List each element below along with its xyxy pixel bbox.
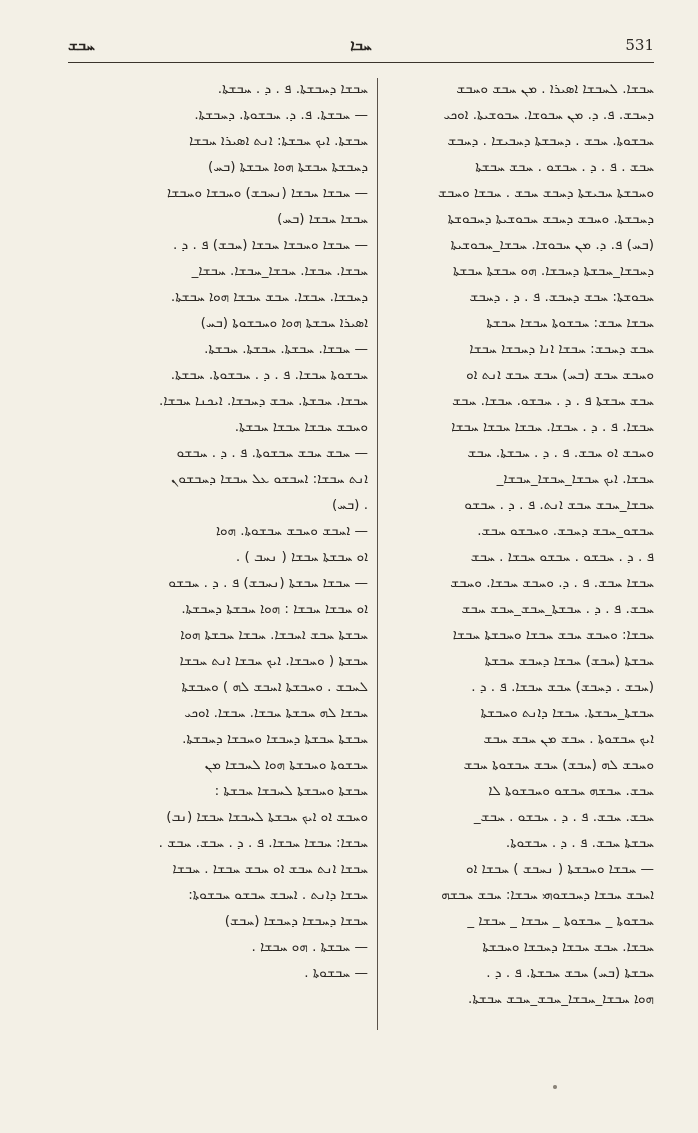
text-line: ܚܒܫ ܚܒܫܬܐ ܦ . ܕ . ܚܒܫܘ. ܚܒܫܐ. ܚܒܫ: [452, 393, 654, 409]
text-line: ܚܒܫܐ ܕܚܒܫܬܐ. ܦ . ܕ . ܚܒܫܬܐ.: [217, 81, 368, 97]
page-number: 531: [625, 36, 654, 54]
text-line: ܘܚܒܫ ܚܒܫ (ܒܚ) ܚܒܫ ܚܒܫ ܐܢܬ ܐܘ: [466, 367, 654, 383]
text-line: ܚܒܫܬܐ (ܚܒܫ) ܚܒܫܐ ܕܚܒܫ ܚܒܫܬܐ: [484, 653, 654, 669]
text-line: ܚܒܫܬܐ (ܒܚ) ܚܒܫ ܚܒܫܬܐ. ܦ . ܕ .: [486, 965, 654, 981]
text-line: ܚܒܫܘ_ܚܒܫ ܕܚܒܫ. ܘܚܒܫܘ ܚܒܫ.: [477, 523, 654, 539]
text-line: ܚܒܫ. ܦ . ܕ . ܚܒܫܬܐ_ܚܒܫ_ܚܒܫ ܚܒܫ: [461, 601, 654, 617]
header-left-word: ܚܒܫ: [68, 36, 95, 54]
text-line: ܕܚܒܫܐ_ܚܒܫܬܐ ܕܚܒܫܐ. ܗܘ ܚܒܫܬܐ ܚܒܫܬܐ: [452, 263, 654, 279]
text-line: ܕܚܒܫܬܐ. ܘܚܒܫ ܕܚܒܫ ܚܒܘܫܝܬܐ ܕܚܒܘܫܬܐ: [447, 211, 654, 227]
text-line: — ܚܒܫܐ ܚܒܫܐ (ܢܚܒܫ) ܘܚܒܫܐ ܘܚܒܫܐ: [167, 185, 368, 201]
text-line: ܐܢܬ ܚܒܫܐ: ܐܚܒܫܘ ܥܠ ܚܒܫܐ ܕܚܒܫܘܢ: [170, 471, 368, 487]
text-line: — ܚܒܫܐ ܚܒܫܬܐ (ܢܚܒܫ) ܦ . ܕ . ܚܒܫܘ: [168, 575, 368, 591]
text-line: ܚܒܫܐ. ܚܒܫܐ. ܚܒܫܐ_ܚܒܫܐ. ܚܒܫܐ_: [191, 263, 368, 279]
text-line: ܗܘܐ ܚܒܫܐ_ܚܒܫܐ_ܚܒܫ_ܚܒܫ ܚܒܫܬܐ.: [468, 991, 654, 1007]
text-line: ܕܚܒܫܬܐ ܚܒܫܬܐ ܗܘܐ ܚܒܫܬܐ (ܒܚ): [208, 159, 368, 175]
text-line: ܚܒܫ. ܚܒܫ. ܦ . ܕ . ܚܒܫܘ . ܚܒܫ_: [473, 809, 654, 825]
text-line: . (ܒܚ): [332, 497, 368, 513]
text-line: — ܚܒܫܬܐ . ܗܘ ܚܒܫܐ .: [251, 939, 368, 955]
text-line: ܚܒܫܐ ܚܒܫ. ܦ . ܕ. ܘܚܒܫ ܚܒܫܐ. ܘܚܒܫ: [450, 575, 654, 591]
text-line: ܐܚܒܫ ܚܒܫܐ ܕܚܒܫܘܗܝ ܚܒܫܐ: ܚܒܫ ܚܒܫܗ: [441, 887, 654, 903]
footer-mark: [553, 1085, 557, 1089]
header-rule: [68, 62, 654, 63]
text-line: ܠܚܒܫ . ܘܚܒܫܬܐ ܐܚܒܫ ܠܗ ) ܘܚܒܫܬܐ: [181, 679, 368, 695]
text-line: ܚܒܫܐ ܐܢܬ ܚܒܫ ܐܘ ܚܒܫ ܚܒܫܐ . ܚܒܫܐ: [172, 861, 368, 877]
text-line: ܚܒܫܐ ܚܒܫܐ (ܒܚ): [277, 211, 368, 227]
text-line: ܘܚܒܫ ܐܘ ܚܒܫ. ܦ . ܕ . ܚܒܫܬܐ. ܚܒܫ: [467, 445, 654, 461]
text-line: (ܚܒܫ . ܕܚܒܫ) ܚܒܫ ܚܒܫܐ. ܦ . ܕ .: [471, 679, 654, 695]
left-column: [70, 76, 368, 986]
text-line: ܚܒܫܐ ܕܐܢܬ . ܐܚܒܫ ܚܒܫܘ ܚܒܫܘܬܐ:: [188, 887, 368, 903]
text-line: ܕܚܒܫܐ. ܚܒܫܐ. ܚܒܫ ܚܒܫܐ ܗܘܐ ܚܒܫܬܐ.: [170, 289, 368, 305]
text-line: ܚܒܫܐ: ܘܚܒܫ ܚܒܫ ܚܒܫܐ ܘܚܒܫܬܐ ܚܒܫܐ: [452, 627, 654, 643]
text-line: ܚܒܫܐ. ܚܒܫܬܐ. ܚܒܫ ܕܚܒܫܐ. ܐܝܟܢܐ ܚܒܫܐ.: [159, 393, 368, 409]
text-line: ܚܒܫܐ_ܚܒܫ ܚܒܫ ܐܢܬ. ܦ . ܕ . ܚܒܫܘ: [464, 497, 654, 513]
text-line: ܚܒܫܬܐ ܘܚܒܫܬܐ ܠܚܒܫܐ ܚܒܫܬܐ :: [214, 783, 368, 799]
text-line: ܚܒܫ . ܦ . ܕ . ܚܒܫܘ . ܚܒܫ ܚܒܫܬܐ: [475, 159, 654, 175]
text-line: — ܚܒܫ ܚܒܫ ܚܒܫܘܬܐ. ܦ . ܕ . ܚܒܫܘ: [176, 445, 368, 461]
text-line: ܚܒܫܘܬܐ ܘܚܒܫܬܐ ܗܘܐ ܠܚܒܫܐ ܡܢ: [204, 757, 368, 773]
text-line: ܘܚܒܫܬܐ ܚܒܝܫܬܐ ܕܚܒܫ ܚܒܫ . ܚܒܫܐ ܘܚܒܫ: [437, 185, 654, 201]
text-line: ܚܒܫܬܐ ( ܘܚܒܫܐ. ܐܝܟ ܚܒܫܐ ܐܢܬ ܚܒܫܐ: [179, 653, 368, 669]
text-line: — ܐܚܒܫ ܘܚܒܫ ܚܒܫܘܬܐ. ܗܘܐ: [215, 523, 368, 539]
running-header: [68, 36, 654, 58]
text-line: ܚܒܫܐ ܕܚܒܫܐ ܕܚܒܫܐ (ܚܒܫ): [224, 913, 368, 929]
text-line: ܚܒܫܐ. ܠܚܒܫܐ ܐܣܝܪܐ . ܡܢ ܚܒܫ ܘܚܒܫ: [456, 81, 654, 97]
text-line: ܚܒܫܘܬܐ _ ܚܒܫܘܬܐ _ ܚܒܫܐ _ ܚܒܫܐ _: [467, 913, 654, 929]
text-line: — ܚܒܫܘܬܐ .: [304, 965, 368, 981]
text-line: ܚܒܫܐ ܠܗ ܚܒܫܬܐ ܚܒܫܐ. ܚܒܫܐ. ܐܘܟܝ: [184, 705, 368, 721]
right-column: [384, 76, 654, 1012]
text-line: ܘܚܒܫ ܚܒܫܐ ܚܒܫܐ ܚܒܫܬܐ.: [234, 419, 368, 435]
text-line: — ܚܒܫܐ ܘܚܒܫܐ ܚܒܫܐ (ܚܒܫ) ܦ . ܕ .: [172, 237, 368, 253]
text-line: ܦ . ܕ . ܚܒܫܘ . ܚܒܫܘ ܚܒܫܐ . ܚܒܫ: [470, 549, 654, 565]
text-line: ܚܒܫ. ܚܒܫܗ ܚܒܫܘ ܘܚܒܫܘܬܐ ܠܐ: [488, 783, 654, 799]
text-line: ܚܒܘܫܬܐ: ܚܒܫ ܕܚܒܫ. ܦ . ܕ . ܕܚܒܫ: [469, 289, 654, 305]
text-line: ܚܒܫܐ ܚܒܫ: ܚܒܫܘܬܐ ܚܒܫܐ ܚܒܫܬܐ: [486, 315, 654, 331]
text-line: ܐܘ ܚܒܫܬܐ ܚܒܫܐ ( ܢܚܒ ) .: [235, 549, 368, 565]
text-line: ܚܒܫܬܐ ܚܒܫ. ܦ . ܕ . ܚܒܫܘܬܐ.: [505, 835, 654, 851]
text-line: ܚܒܫܬܐ ܚܒܫ ܐܚܒܫܐ. ܚܒܫܐ ܚܒܫܬܐ ܗܘܐ: [180, 627, 368, 643]
text-line: ܚܒܫܐ. ܦ . ܕ . ܚܒܫܐ. ܚܒܫܐ ܚܒܫܐ ܚܒܫܐ: [451, 419, 654, 435]
header-center-word: ܚܒܐ: [350, 36, 372, 54]
text-line: — ܚܒܫܐ. ܚܒܫܬܐ. ܚܒܫܬܐ. ܚܒܫܬܐ.: [204, 341, 368, 357]
text-line: ܚܒܫܐ. ܐܝܟ ܚܒܫܐ_ܚܒܫܐ_ܚܒܫܐ_: [496, 471, 654, 487]
text-line: — ܚܒܫܐ ܘܚܒܫܬܐ ( ܢܚܒܫ ) ܚܒܫܐ ܐܘ: [465, 861, 654, 877]
text-line: ܐܘ ܚܒܫܐ ܚܒܫܐ : ܗܘܐ ܚܒܫܬܐ ܕܚܒܫܬܐ.: [181, 601, 368, 617]
text-line: ܚܒܫܬܐ. ܐܝܟ ܚܒܫܬܐ: ܐܢܬ ܐܣܝܪܐ ܚܒܫܐ: [189, 133, 368, 149]
text-line: ܚܒܫܘܬܐ. ܚܒܫ . ܕܚܒܫܬܐ ܕܚܒܝܫܐ . ܕܚܒܫ: [447, 133, 654, 149]
text-line: ܘܚܒܫ ܠܗ (ܚܒܫ) ܚܒܫ ܚܒܫܘܬܐ ܚܒܫ: [463, 757, 654, 773]
text-line: ܚܒܫܐ. ܚܒܫ ܚܒܫܐ ܕܚܒܫܐ ܘܚܒܫܬܐ: [482, 939, 654, 955]
text-line: ܚܒܫ ܕܚܒܫ: ܚܒܫܐ ܐܢܐ ܕܚܒܫܐ ܚܒܫܐ: [469, 341, 654, 357]
text-line: ܚܒܫܬܐ_ܚܒܫܬܐ. ܚܒܫܐ ܕܐܢܬ ܘܚܒܫܬܐ: [480, 705, 654, 721]
text-line: ܘܚܒܫ ܐܘ ܐܝܟ ܚܒܫܬܐ ܠܚܒܫܐ ܚܒܫܐ (ܢܒ): [166, 809, 368, 825]
column-divider: [377, 78, 378, 1030]
text-line: ܚܒܫܐ: ܚܒܫܐ ܚܒܫܐ. ܦ . ܕ . ܚܒܫ. ܚܒܫ .: [158, 835, 368, 851]
text-line: ܚܒܫܬܐ ܚܒܫܬܐ ܕܚܒܫܐ ܘܚܒܫܐ ܕܚܒܫܬܐ.: [182, 731, 368, 747]
text-line: ܚܒܫܘܬܐ ܚܒܫܐ. ܦ . ܕ . ܚܒܫܘܬܐ. ܚܒܫܬܐ.: [170, 367, 368, 383]
text-line: ܕܚܒܫ. ܦ. ܕ. ܡܢ ܚܒܘܫܐ. ܚܒܘܫܝܬܐ. ܐܘܟܝ: [443, 107, 654, 123]
text-line: (ܒܚ) ܦ. ܕ. ܡܢ ܚܒܘܫܐ. ܚܒܫܐ_ܚܒܘܫܝܬܐ: [450, 237, 654, 253]
text-line: ܐܝܟ ܚܒܫܘܬܐ . ܚܒܫ ܡܢ ܚܒܫ ܚܒܫ: [483, 731, 654, 747]
text-line: ܐܣܝܪܐ ܚܒܫܬܐ ܗܘܐ ܘܚܒܫܘܬܐ (ܒܚ): [200, 315, 368, 331]
text-line: — ܚܒܫܬܐ. ܦ. ܕ. ܚܒܫܘܬܐ. ܕܚܒܫܬܐ.: [194, 107, 368, 123]
